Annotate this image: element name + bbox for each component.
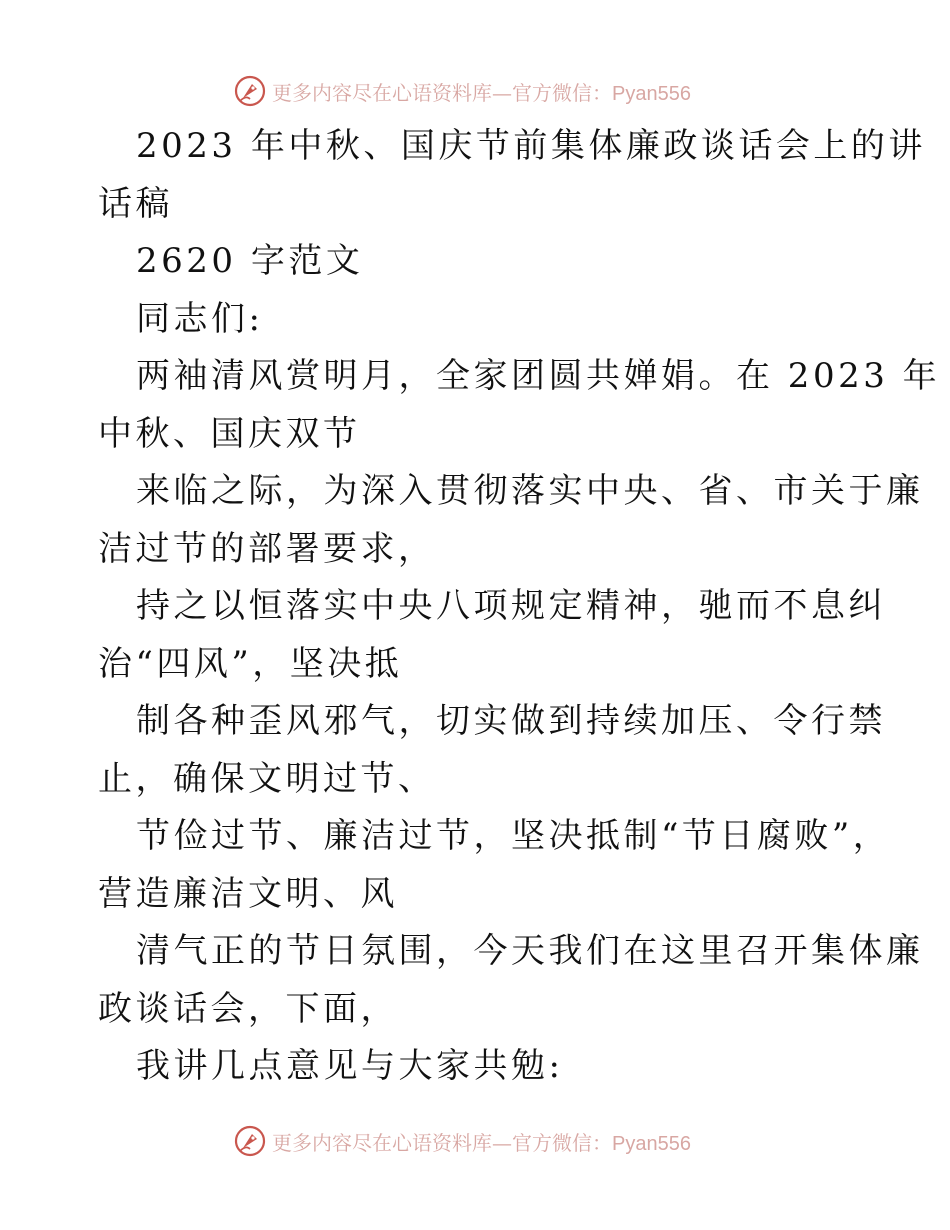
text-line: 止，确保文明过节、 xyxy=(98,758,436,799)
text-line: 营造廉洁文明、风 xyxy=(98,873,398,914)
watermark-cn-text: 更多内容尽在心语资料库—官方微信： xyxy=(272,1130,612,1155)
footer-watermark xyxy=(234,1124,691,1158)
watermark-text xyxy=(272,1127,691,1156)
watermark-cn-text: 更多内容尽在心语资料库—官方微信： xyxy=(272,80,612,105)
watermark-text xyxy=(272,77,691,106)
text-line: 话稿 xyxy=(98,183,173,224)
text-line: 持之以恒落实中央八项规定精神，驰而不息纠 xyxy=(136,586,886,626)
text-line: 我讲几点意见与大家共勉: xyxy=(136,1046,564,1086)
text-line: 节俭过节、廉洁过节，坚决抵制“节日腐败”， xyxy=(136,816,891,856)
pen-nib-logo-icon xyxy=(234,1125,266,1157)
text-line: 中秋、国庆双节 xyxy=(98,413,361,454)
text-line: 两袖清风赏明月，全家团圆共婵娟。在 2023 年 xyxy=(136,356,941,396)
text-line: 治“四风”，坚决抵 xyxy=(98,643,403,684)
text-line: 来临之际，为深入贯彻落实中央、省、市关于廉 xyxy=(136,471,924,511)
text-line: 洁过节的部署要求， xyxy=(98,528,436,569)
pen-nib-logo-icon xyxy=(234,75,266,107)
text-line: 制各种歪风邪气，切实做到持续加压、令行禁 xyxy=(136,701,886,741)
text-line: 同志们: xyxy=(136,298,264,339)
watermark-wechat-id: Pyan556 xyxy=(612,82,691,105)
text-line: 2023 年中秋、国庆节前集体廉政谈话会上的讲 xyxy=(136,126,926,166)
watermark-wechat-id: Pyan556 xyxy=(612,1132,691,1155)
text-line: 2620 字范文 xyxy=(136,241,364,281)
text-line: 政谈话会，下面， xyxy=(98,988,398,1029)
header-watermark xyxy=(234,74,691,108)
document-body xyxy=(98,118,941,1096)
text-line: 清气正的节日氛围，今天我们在这里召开集体廉 xyxy=(136,931,924,971)
